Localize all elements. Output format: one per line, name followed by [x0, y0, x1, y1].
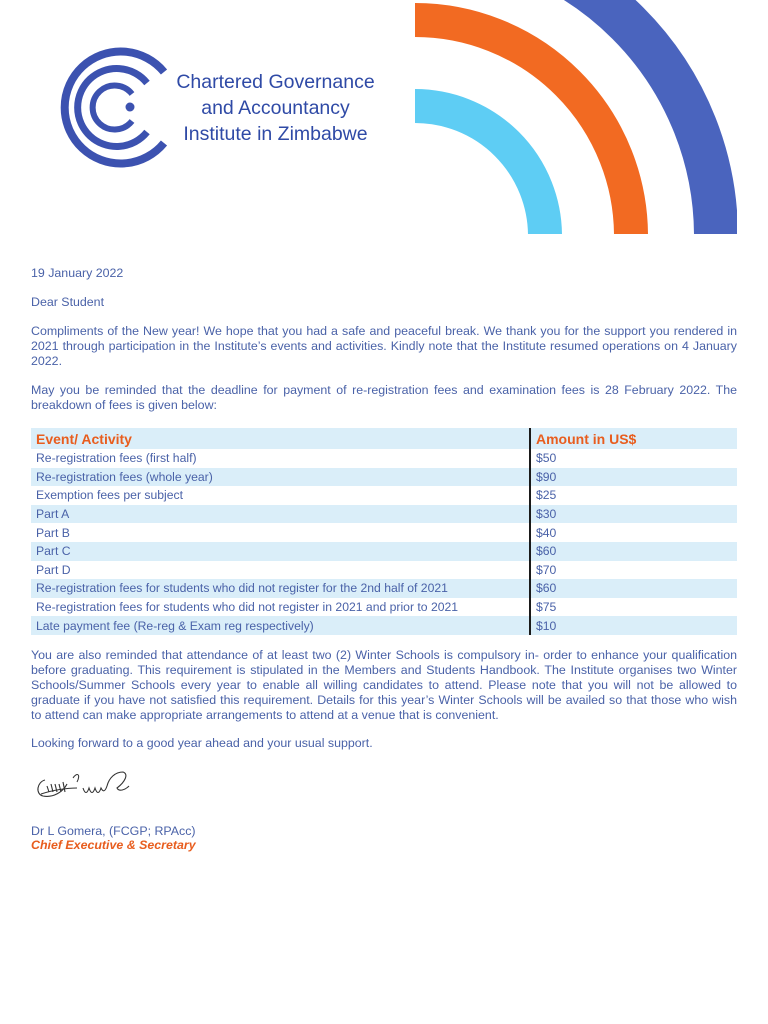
event-cell: Re-registration fees for students who did not register in 2021 and prior to 2021	[31, 598, 530, 617]
amount-cell: $25	[536, 488, 557, 503]
institute-logo	[44, 46, 172, 168]
table-row	[31, 523, 737, 542]
amount-cell: $10	[530, 616, 737, 635]
table-row	[31, 449, 737, 468]
decorative-arcs	[400, 0, 768, 236]
fees-table-header	[31, 428, 737, 449]
table-row	[31, 561, 737, 580]
event-column-header: Event/ Activity	[31, 428, 530, 449]
table-row	[31, 616, 737, 635]
paragraph-deadline: May you be reminded that the deadline for payment of re-registration fees and examination fees is 28 February 2022. The breakdown of fees is given below:	[31, 383, 737, 412]
amount-cell: $90	[530, 468, 737, 487]
letter-date: 19 January 2022	[31, 266, 124, 280]
salutation: Dear Student	[31, 295, 105, 309]
table-row	[31, 598, 737, 617]
paragraph-winter-schools: You are also reminded that attendance of at least two (2) Winter Schools is compulsory in- order to enhance your qualification before graduating. This requirement is stipulated in the Members and Students Handbook. The Institute organises two Winter Schools/Summer Schools every year to enable all willing candidates to attend. Please note that you will not be allowed to graduate if you have not satisfied this requirement. Details for this year’s Winter Schools will be availed so that those who wish to attend can make appropriate arrangements to attend at a venue that is convenient.	[31, 648, 737, 722]
amount-cell: $30	[530, 505, 737, 524]
paragraph-closing: Looking forward to a good year ahead and your usual support.	[31, 736, 373, 750]
handwritten-signature	[33, 764, 133, 804]
event-cell: Part C	[31, 542, 530, 561]
event-cell: Part A	[31, 505, 530, 524]
table-row	[31, 579, 737, 598]
event-cell: Exemption fees per subject	[31, 486, 530, 505]
amount-cell: $60	[530, 579, 737, 598]
amount-column-header: Amount in US$	[530, 428, 737, 449]
amount-cell: $70	[536, 562, 557, 577]
event-cell: Re-registration fees for students who did not register for the 2nd half of 2021	[31, 579, 530, 598]
signer-title: Chief Executive & Secretary	[31, 838, 196, 852]
event-cell: Part B	[31, 523, 530, 542]
org-name-line-3: Institute in Zimbabwe	[183, 123, 368, 145]
event-cell: Late payment fee (Re-reg & Exam reg respectively)	[31, 616, 530, 635]
amount-cell: $50	[536, 451, 557, 466]
event-cell: Part D	[31, 561, 530, 580]
fees-table	[31, 428, 737, 635]
table-row	[31, 486, 737, 505]
event-cell: Re-registration fees (whole year)	[31, 468, 530, 487]
paragraph-intro: Compliments of the New year! We hope that you had a safe and peaceful break. We thank you for the support you rendered in 2021 through participation in the Institute’s events and activities. Kindly note that the Institute resumed operations on 4 January 2022.	[31, 324, 737, 368]
amount-cell: $60	[530, 542, 737, 561]
table-row	[31, 505, 737, 524]
table-row	[31, 468, 737, 487]
amount-cell: $75	[536, 600, 557, 615]
event-cell: Re-registration fees (first half)	[31, 449, 530, 468]
amount-cell: $40	[536, 525, 557, 540]
table-row	[31, 542, 737, 561]
org-name-line-1: Chartered Governance	[176, 71, 375, 93]
signer-name: Dr L Gomera, (FCGP; RPAcc)	[31, 824, 196, 838]
organization-name	[168, 69, 383, 147]
org-name-line-2: and Accountancy	[201, 97, 350, 119]
